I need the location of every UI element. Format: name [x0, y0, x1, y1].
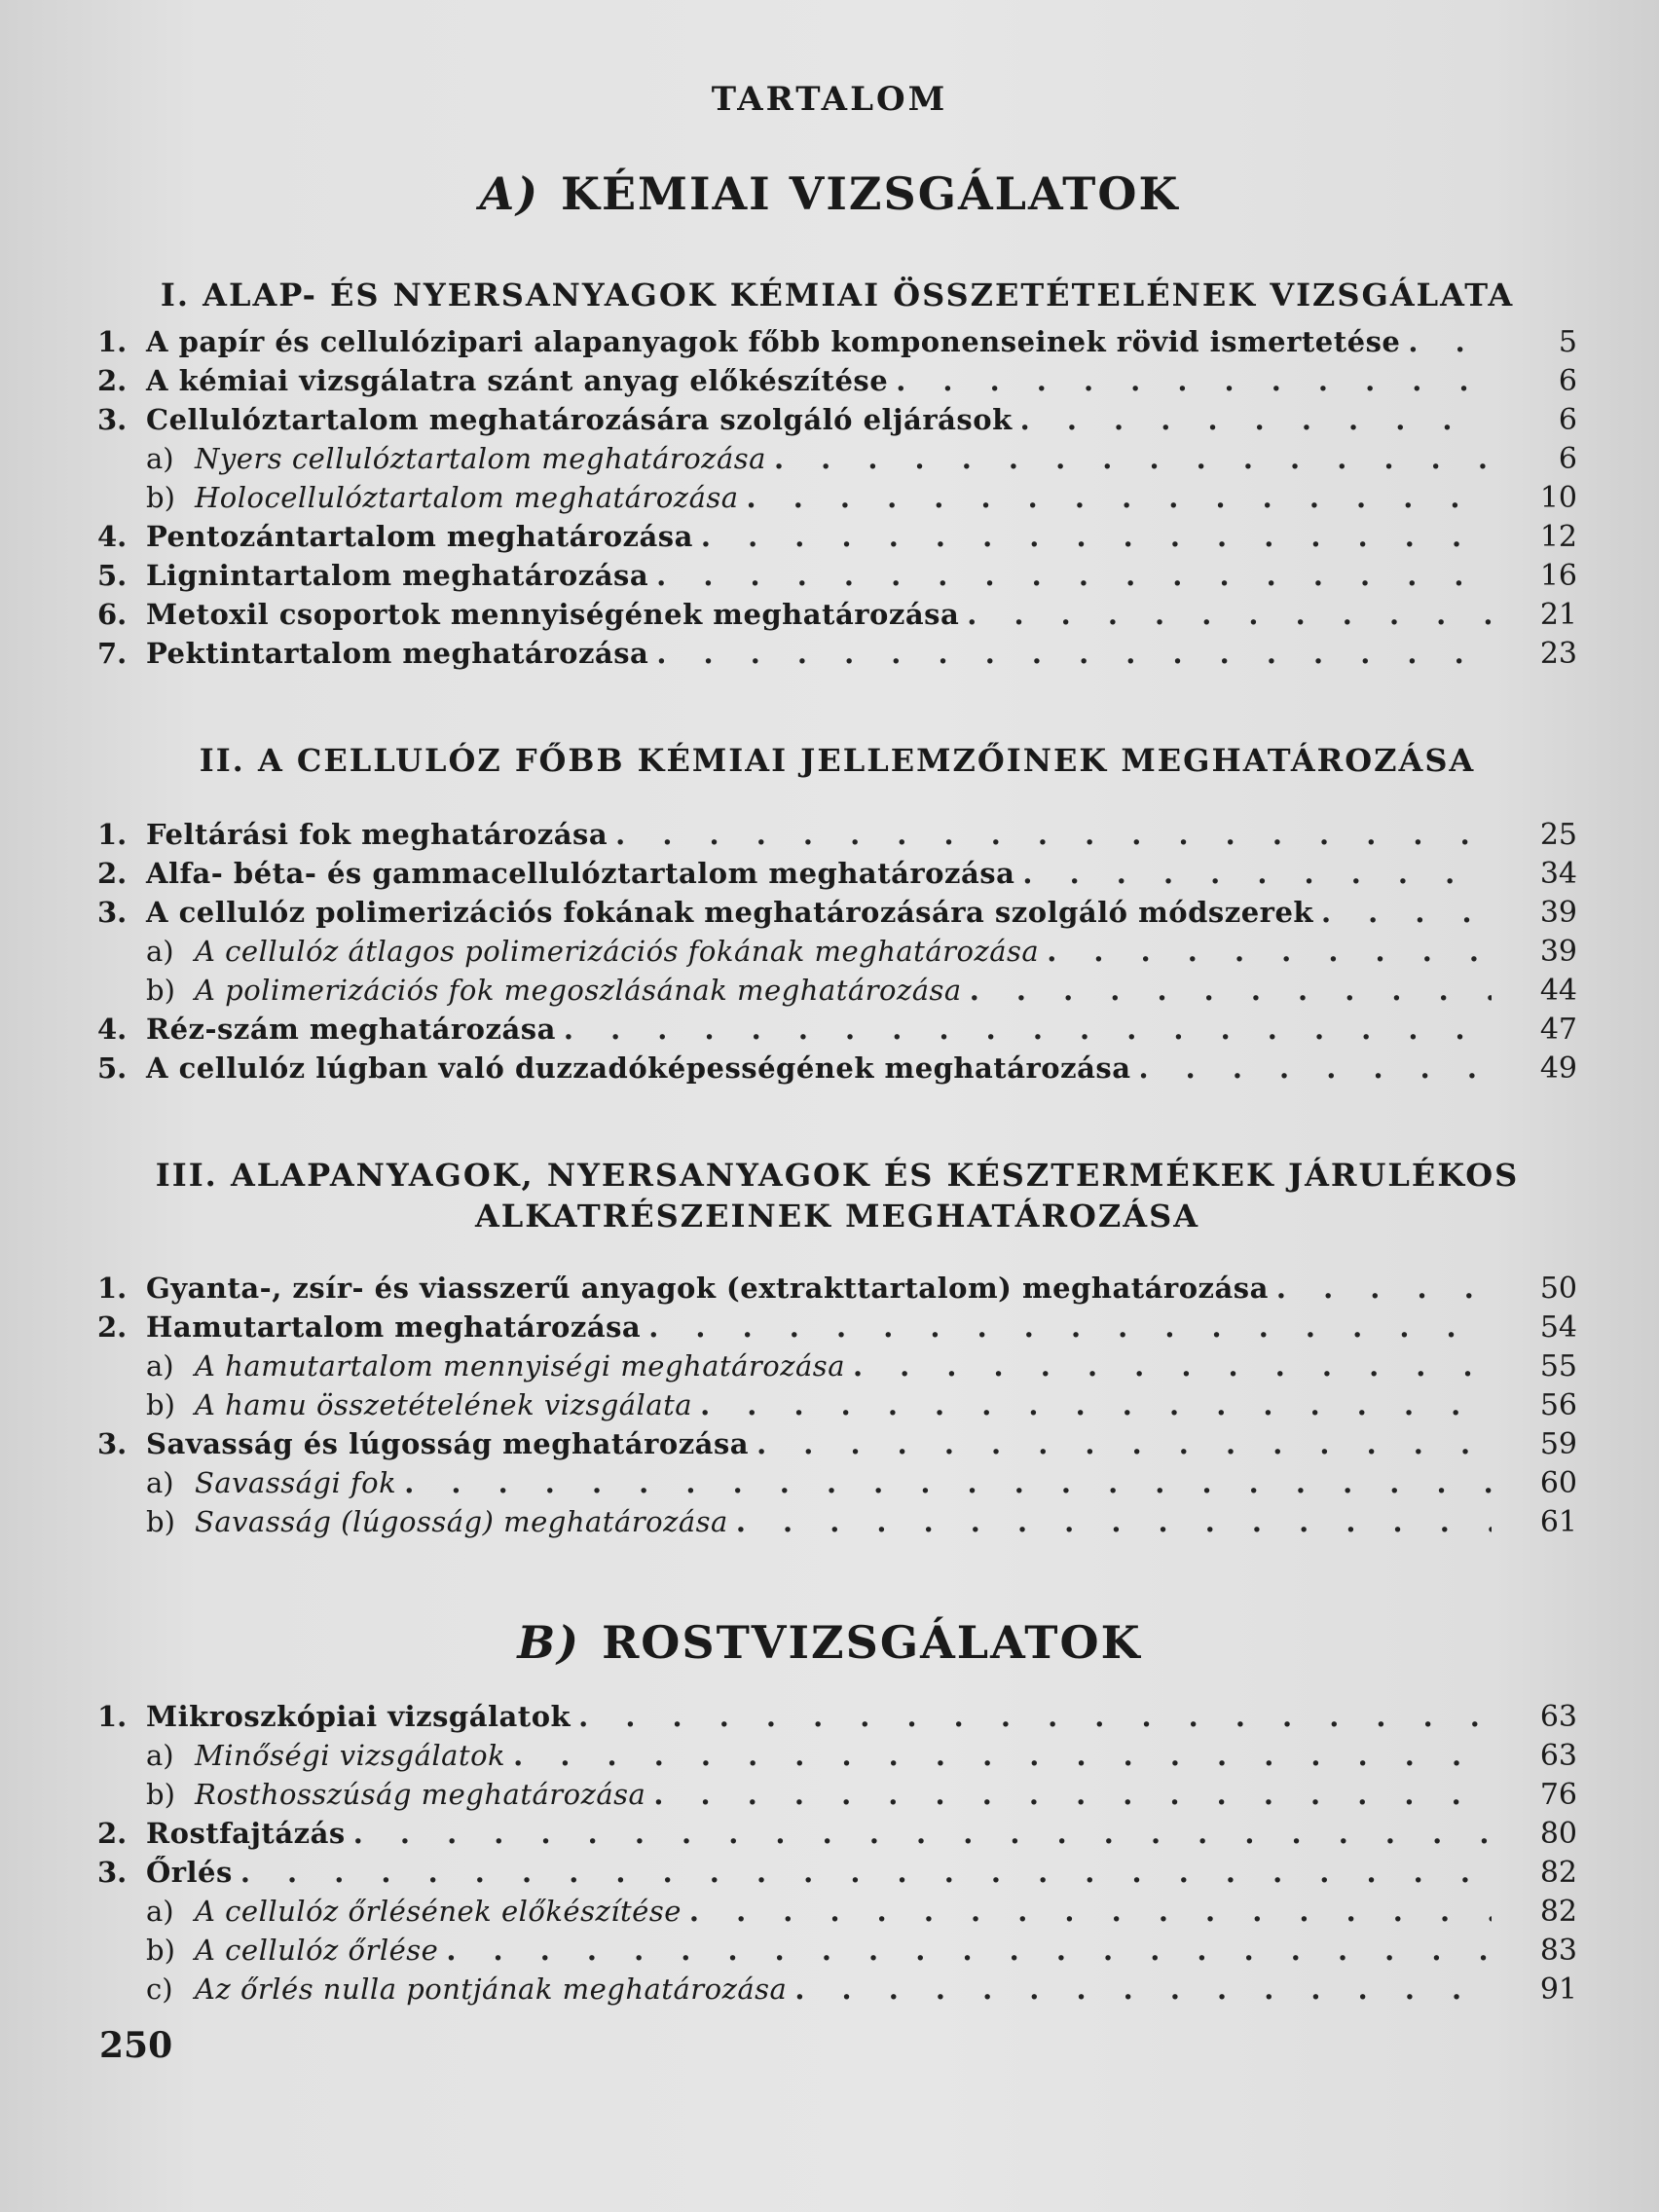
entry-number: 5.	[97, 1051, 128, 1085]
entry-label: Őrlés	[146, 1856, 233, 1889]
dot-leader	[648, 1310, 1492, 1344]
toc-entry[interactable]	[97, 637, 1577, 676]
entry-label: A cellulóz őrlése	[195, 1934, 439, 1967]
toc-entry[interactable]	[97, 896, 1577, 935]
entry-number: 4.	[97, 1013, 128, 1046]
toc-subentry[interactable]	[97, 1972, 1577, 2011]
entry-page: 83	[1539, 1934, 1577, 1968]
entry-page: 39	[1539, 896, 1577, 930]
part-a-heading	[0, 167, 1659, 220]
entry-page: 59	[1539, 1427, 1577, 1461]
part-b-heading	[0, 1616, 1659, 1669]
entry-number: 2.	[97, 364, 128, 397]
entry-page: 10	[1539, 481, 1577, 515]
part-b-entries	[97, 1700, 1577, 2011]
toc-subentry[interactable]	[97, 1895, 1577, 1934]
dot-leader	[1022, 857, 1492, 890]
entry-label: Minőségi vizsgálatok	[195, 1739, 506, 1772]
entry-page: 63	[1539, 1700, 1577, 1734]
dot-leader	[970, 974, 1492, 1007]
entry-number: 1.	[97, 1700, 128, 1733]
entry-number: 7.	[97, 637, 128, 670]
dot-leader	[853, 1349, 1492, 1382]
toc-subentry[interactable]	[97, 935, 1577, 974]
toc-entry[interactable]	[97, 1817, 1577, 1856]
entry-label: Lignintartalom meghatározása	[146, 559, 649, 592]
dot-leader	[1276, 1272, 1492, 1305]
section-1-title: I. ALAP- ÉS NYERSANYAGOK KÉMIAI ÖSSZETÉTELÉNEK VIZSGÁLATA	[160, 276, 1515, 313]
entry-page: 6	[1558, 364, 1577, 398]
entry-page: 16	[1539, 559, 1577, 593]
toc-entry[interactable]	[97, 364, 1577, 403]
toc-entry[interactable]	[97, 559, 1577, 598]
toc-subentry[interactable]	[97, 481, 1577, 520]
entry-number: 2.	[97, 1310, 128, 1344]
entry-page: 50	[1539, 1272, 1577, 1306]
entry-label: Savassági fok	[195, 1466, 397, 1499]
toc-subentry[interactable]	[97, 442, 1577, 481]
entry-page: 25	[1539, 818, 1577, 852]
dot-leader	[653, 1778, 1492, 1811]
entry-letter: b)	[146, 1388, 175, 1421]
entry-letter: b)	[146, 481, 175, 514]
entry-label: Rostfajtázás	[146, 1817, 346, 1850]
entry-number: 4.	[97, 520, 128, 553]
toc-entry[interactable]	[97, 598, 1577, 637]
entry-letter: b)	[146, 974, 175, 1007]
dot-leader	[756, 1427, 1492, 1460]
dot-leader	[701, 520, 1492, 553]
entry-page: 44	[1539, 974, 1577, 1008]
entry-label: Pektintartalom meghatározása	[146, 637, 649, 670]
dot-leader	[1138, 1051, 1492, 1085]
entry-label: Réz-szám meghatározása	[146, 1013, 556, 1046]
entry-letter: a)	[146, 442, 174, 475]
dot-leader	[578, 1700, 1492, 1733]
entry-label: A cellulóz lúgban való duzzadóképességének meghatározása	[146, 1051, 1131, 1085]
entry-number: 2.	[97, 1817, 128, 1850]
part-b-label: ROSTVIZSGÁLATOK	[602, 1616, 1142, 1669]
entry-label: Pentozántartalom meghatározása	[146, 520, 693, 553]
dot-leader	[896, 364, 1492, 397]
entry-label: A cellulóz polimerizációs fokának meghatározására szolgáló módszerek	[146, 896, 1313, 929]
toc-subentry[interactable]	[97, 1778, 1577, 1817]
toc-subentry[interactable]	[97, 1934, 1577, 1972]
entry-label: A hamutartalom mennyiségi meghatározása	[195, 1349, 845, 1382]
entry-label: Nyers cellulóztartalom meghatározása	[195, 442, 766, 475]
entry-number: 3.	[97, 403, 128, 436]
dot-leader	[774, 442, 1492, 475]
entry-page: 76	[1539, 1778, 1577, 1812]
toc-subentry[interactable]	[97, 1739, 1577, 1778]
section-1-entries	[97, 325, 1577, 676]
toc-entry[interactable]	[97, 1427, 1577, 1466]
entry-label: Cellulóztartalom meghatározására szolgáló eljárások	[146, 403, 1013, 436]
toc-entry[interactable]	[97, 1272, 1577, 1310]
entry-page: 6	[1558, 403, 1577, 437]
toc-entry[interactable]	[97, 1856, 1577, 1895]
entry-label: A cellulóz átlagos polimerizációs fokának meghatározása	[195, 935, 1040, 968]
toc-entry[interactable]	[97, 818, 1577, 857]
section-3-title-line1: III. ALAPANYAGOK, NYERSANYAGOK ÉS KÉSZTERMÉKEK JÁRULÉKOS	[155, 1157, 1520, 1194]
entry-letter: b)	[146, 1778, 175, 1811]
entry-letter: a)	[146, 1466, 174, 1499]
entry-letter: a)	[146, 935, 174, 968]
entry-label: Hamutartalom meghatározása	[146, 1310, 642, 1344]
entry-label: A hamu összetételének vizsgálata	[195, 1388, 693, 1421]
entry-label: Holocellulóztartalom meghatározása	[195, 481, 739, 514]
toc-subentry[interactable]	[97, 1349, 1577, 1388]
entry-letter: b)	[146, 1505, 175, 1538]
section-3-entries	[97, 1272, 1577, 1544]
toc-entry[interactable]	[97, 1051, 1577, 1090]
page-title: TARTALOM	[711, 80, 948, 119]
dot-leader	[564, 1013, 1492, 1046]
entry-label: Rosthosszúság meghatározása	[195, 1778, 646, 1811]
entry-page: 23	[1539, 637, 1577, 671]
dot-leader	[700, 1388, 1492, 1421]
toc-subentry[interactable]	[97, 1466, 1577, 1505]
entry-page: 49	[1539, 1051, 1577, 1086]
entry-page: 91	[1539, 1972, 1577, 2007]
entry-number: 1.	[97, 818, 128, 851]
toc-entry[interactable]	[97, 1013, 1577, 1051]
section-2-title: II. A CELLULÓZ FŐBB KÉMIAI JELLEMZŐINEK MEGHATÁROZÁSA	[199, 742, 1476, 779]
dot-leader	[689, 1895, 1492, 1928]
entry-letter: a)	[146, 1739, 174, 1772]
entry-page: 55	[1539, 1349, 1577, 1383]
entry-number: 5.	[97, 559, 128, 592]
dot-leader	[240, 1856, 1492, 1889]
part-a-label: KÉMIAI VIZSGÁLATOK	[560, 167, 1180, 220]
dot-leader	[1020, 403, 1492, 436]
dot-leader	[513, 1739, 1492, 1772]
entry-label: A papír és cellulózipari alapanyagok főbb komponenseinek rövid ismertetése	[146, 325, 1401, 358]
toc-subentry[interactable]	[97, 1388, 1577, 1427]
entry-label: A cellulóz őrlésének előkészítése	[195, 1895, 682, 1928]
toc-entry[interactable]	[97, 1700, 1577, 1739]
entry-number: 1.	[97, 325, 128, 358]
dot-leader	[1408, 325, 1492, 358]
entry-page: 80	[1539, 1817, 1577, 1851]
entry-page: 61	[1539, 1505, 1577, 1539]
dot-leader	[1047, 935, 1492, 968]
entry-page: 6	[1558, 442, 1577, 476]
toc-subentry[interactable]	[97, 1505, 1577, 1544]
entry-label: A kémiai vizsgálatra szánt anyag előkészítése	[146, 364, 889, 397]
entry-label: Savasság (lúgosság) meghatározása	[195, 1505, 728, 1538]
dot-leader	[353, 1817, 1492, 1850]
entry-number: 3.	[97, 1856, 128, 1889]
entry-page: 82	[1539, 1895, 1577, 1929]
toc-entry[interactable]	[97, 520, 1577, 559]
entry-page: 60	[1539, 1466, 1577, 1500]
entry-number: 2.	[97, 857, 128, 890]
toc-entry[interactable]	[97, 325, 1577, 364]
entry-label: Metoxil csoportok mennyiségének meghatározása	[146, 598, 960, 631]
entry-page: 56	[1539, 1388, 1577, 1422]
entry-number: 6.	[97, 598, 128, 631]
entry-letter: b)	[146, 1934, 175, 1967]
entry-label: Mikroszkópiai vizsgálatok	[146, 1700, 571, 1733]
section-3-title	[136, 1155, 1538, 1236]
entry-page: 39	[1539, 935, 1577, 969]
entry-letter: a)	[146, 1349, 174, 1382]
dot-leader	[967, 598, 1492, 631]
part-b-letter: B)	[517, 1616, 581, 1669]
entry-number: 1.	[97, 1272, 128, 1305]
section-2-entries	[97, 818, 1577, 1090]
dot-leader	[404, 1466, 1492, 1499]
entry-label: Feltárási fok meghatározása	[146, 818, 608, 851]
entry-letter: a)	[146, 1895, 174, 1928]
entry-page: 63	[1539, 1739, 1577, 1773]
entry-page: 5	[1558, 325, 1577, 359]
toc-entry[interactable]	[97, 403, 1577, 442]
entry-label: A polimerizációs fok megoszlásának meghatározása	[195, 974, 962, 1007]
dot-leader	[615, 818, 1492, 851]
page-number: 250	[99, 2025, 173, 2066]
toc-entry[interactable]	[97, 1310, 1577, 1349]
entry-number: 3.	[97, 896, 128, 929]
part-a-letter: A)	[479, 167, 539, 220]
dot-leader	[747, 481, 1492, 514]
entry-label: Alfa- béta- és gammacellulóztartalom meghatározása	[146, 857, 1015, 890]
dot-leader	[794, 1972, 1492, 2006]
entry-page: 54	[1539, 1310, 1577, 1345]
entry-label: Az őrlés nulla pontjának meghatározása	[195, 1972, 788, 2006]
dot-leader	[736, 1505, 1492, 1538]
toc-entry[interactable]	[97, 857, 1577, 896]
toc-subentry[interactable]	[97, 974, 1577, 1013]
dot-leader	[1321, 896, 1492, 929]
section-3-title-line2: ALKATRÉSZEINEK MEGHATÁROZÁSA	[474, 1198, 1200, 1235]
entry-page: 47	[1539, 1013, 1577, 1047]
dot-leader	[656, 637, 1492, 670]
entry-page: 12	[1539, 520, 1577, 554]
entry-page: 34	[1539, 857, 1577, 891]
dot-leader	[446, 1934, 1492, 1967]
entry-number: 3.	[97, 1427, 128, 1460]
entry-letter: c)	[146, 1972, 173, 2006]
entry-page: 21	[1539, 598, 1577, 632]
entry-label: Gyanta-, zsír- és viasszerű anyagok (extrakttartalom) meghatározása	[146, 1272, 1269, 1305]
entry-page: 82	[1539, 1856, 1577, 1890]
entry-label: Savasság és lúgosság meghatározása	[146, 1427, 750, 1460]
dot-leader	[656, 559, 1492, 592]
